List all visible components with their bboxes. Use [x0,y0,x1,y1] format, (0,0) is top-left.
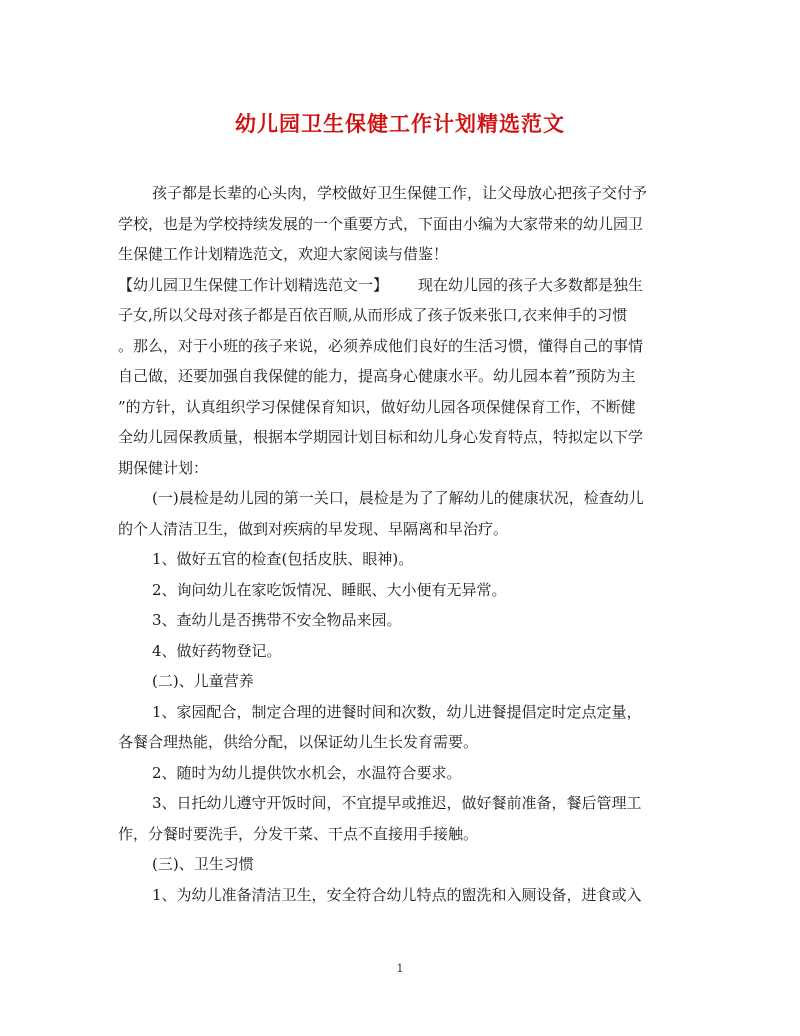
intro-line: 生保健工作计划精选范文，欢迎大家阅读与借鉴！ [118,245,449,263]
list-item: 3、日托幼儿遵守开饭时间，不宜提早或推迟，做好餐前准备，餐后管理工 [152,794,642,812]
list-item: 1、做好五官的检查(包括皮肤、眼神)。 [152,550,414,568]
section-heading-line [118,270,684,301]
subsection-heading: (三)、卫生习惯 [152,855,254,873]
intro-line: 学校，也是为学校持续发展的一个重要方式，下面由小编为大家带来的幼儿园卫 [118,214,644,233]
paragraph-line: 自己做，还要加强自我保健的能力，提高身心健康水平。幼儿园本着”预防为主 [118,367,636,385]
section-heading: 【幼儿园卫生保健工作计划精选范文一】 [118,275,389,294]
paragraph-line: 。那么，对于小班的孩子来说，必须养成他们良好的生活习惯，懂得自己的事情 [118,336,644,355]
paragraph-line: 各餐合理热能，供给分配，以保证幼儿生长发育需要。 [118,733,479,751]
paragraph-line: (一)晨检是幼儿园的第一关口，晨检是为了了解幼儿的健康状况，检查幼儿 [152,489,644,507]
document-title: 幼儿园卫生保健工作计划精选范文 [235,111,565,136]
paragraph-line: 的个人清洁卫生，做到对疾病的早发现、早隔离和早治疗。 [118,519,509,538]
paragraph-line: 子女,所以父母对孩子都是百依百顺,从而形成了孩子饭来张口,衣来伸手的习惯 [118,306,628,324]
list-item: 1、为幼儿准备清洁卫生，安全符合幼儿特点的盥洗和入厕设备，进食或入 [152,885,642,904]
paragraph-line: 期保健计划： [118,458,209,477]
document-body [118,178,684,910]
paragraph-line: ”的方针，认真组织学习保健保育知识，做好幼儿园各项保健保育工作，不断健 [118,397,636,416]
list-item: 1、家园配合，制定合理的进餐时间和次数，幼儿进餐提倡定时定点定量， [152,702,642,721]
section-heading-tail: 现在幼儿园的孩子大多数都是独生 [418,275,644,294]
list-item: 4、做好药物登记。 [152,641,282,660]
intro-line: 孩子都是长辈的心头肉，学校做好卫生保健工作，让父母放心把孩子交付予 [152,184,648,202]
page-number: 1 [396,962,404,975]
paragraph-line: 全幼儿园保教质量，根据本学期园计划目标和幼儿身心发育特点，特拟定以下学 [118,428,644,446]
list-item: 2、询问幼儿在家吃饭情况、睡眠、大小便有无异常。 [152,580,507,599]
paragraph-line: 作，分餐时要洗手，分发干菜、干点不直接用手接触。 [118,824,479,843]
list-item: 3、查幼儿是否携带不安全物品来园。 [152,611,402,629]
subsection-heading: (二)、儿童营养 [152,672,254,690]
list-item: 2、随时为幼儿提供饮水机会，水温符合要求。 [152,763,462,782]
